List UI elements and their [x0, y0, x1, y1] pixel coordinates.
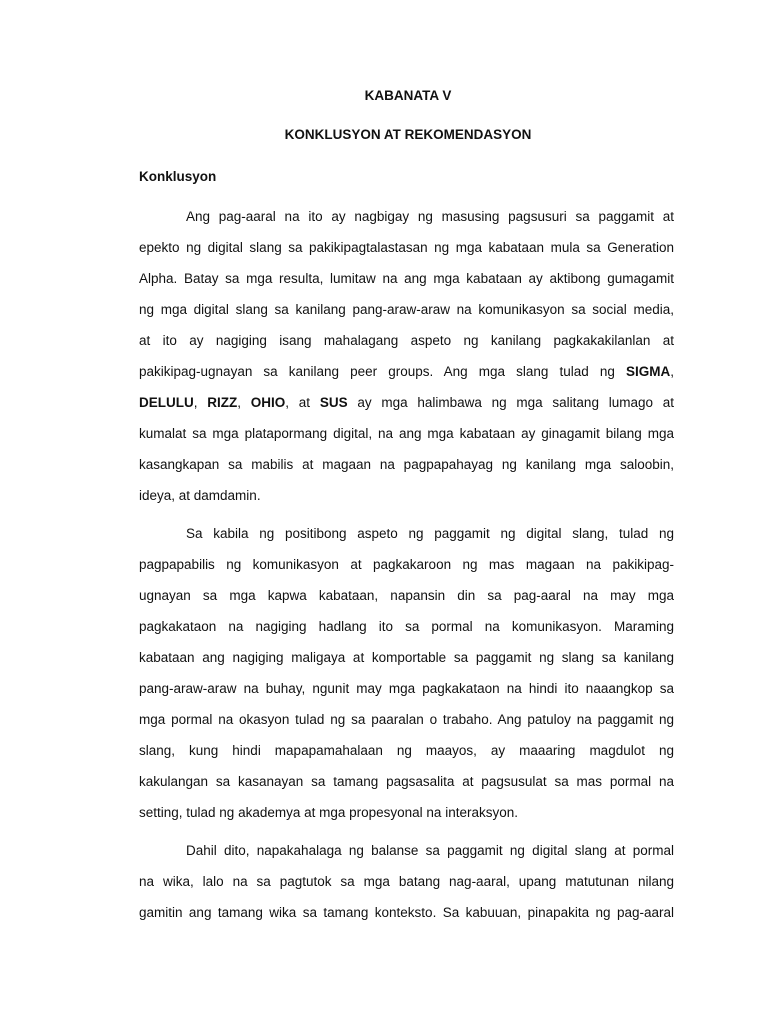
text-line: setting, tulad ng akademya at mga propesyonal na interaksyon. — [139, 805, 518, 820]
paragraph-3 — [139, 835, 674, 928]
text-segment: , — [237, 395, 251, 410]
text-line: epekto ng digital slang sa pakikipagtalastasan ng mga kabataan mula sa Generation — [139, 240, 674, 255]
text-line: na wika, lalo na sa pagtutok sa mga batang nag-aaral, upang matutunan nilang — [139, 874, 674, 889]
text-segment: pakikipag-ugnayan sa kanilang peer groups. Ang mga slang tulad ng — [139, 364, 626, 379]
text-line: Ang pag-aaral na ito ay nagbigay ng masusing pagsusuri sa paggamit at — [186, 209, 674, 224]
text-line: at ito ay nagiging isang mahalagang aspeto ng kanilang pagkakakilanlan at — [139, 333, 674, 348]
paragraph-2 — [139, 518, 674, 828]
text-line: ugnayan sa mga kapwa kabataan, napansin din sa pag-aaral na may mga — [139, 588, 674, 603]
text-line: pang-araw-araw na buhay, ngunit may mga pagkakataon na hindi ito naaangkop sa — [139, 681, 674, 696]
text-line: ideya, at damdamin. — [139, 488, 261, 503]
slang-term-delulu: DELULU — [139, 395, 194, 410]
text-line: Dahil dito, napakahalaga ng balanse sa paggamit ng digital slang at pormal — [186, 843, 674, 858]
text-line: mga pormal na okasyon tulad ng sa paaralan o trabaho. Ang patuloy na paggamit ng — [139, 712, 674, 727]
slang-term-rizz: RIZZ — [207, 395, 238, 410]
chapter-title: KONKLUSYON AT REKOMENDASYON — [284, 127, 532, 142]
text-line: pagpapabilis ng komunikasyon at pagkakaroon ng mas magaan na pakikipag- — [139, 557, 674, 572]
text-line — [139, 387, 674, 418]
slang-term-ohio: OHIO — [250, 395, 286, 410]
text-segment: , — [193, 395, 208, 410]
text-line: kakulangan sa kasanayan sa tamang pagsasalita at pagsusulat sa mas pormal na — [139, 774, 674, 789]
text-line: kabataan ang nagiging maligaya at komportable sa paggamit ng slang sa kanilang — [139, 650, 674, 665]
text-line: Alpha. Batay sa mga resulta, lumitaw na ang mga kabataan ay aktibong gumagamit — [139, 271, 674, 286]
text-segment: , at — [285, 395, 320, 410]
text-line: ng mga digital slang sa kanilang pang-araw-araw na komunikasyon sa social media, — [139, 302, 674, 317]
text-line: kasangkapan sa mabilis at magaan na pagpapahayag ng kanilang mga saloobin, — [139, 457, 674, 472]
text-line: pagkakataon na nagiging hadlang ito sa pormal na komunikasyon. Maraming — [139, 619, 674, 634]
paragraph-1 — [139, 201, 674, 511]
section-heading: Konklusyon — [139, 169, 217, 184]
text-line — [139, 356, 674, 387]
slang-term-sigma: SIGMA — [625, 364, 671, 379]
text-line: Sa kabila ng positibong aspeto ng paggamit ng digital slang, tulad ng — [186, 526, 674, 541]
text-segment: ay mga halimbawa ng mga salitang lumago at — [347, 395, 674, 410]
text-line: slang, kung hindi mapapamahalaan ng maayos, ay maaaring magdulot ng — [139, 743, 674, 758]
chapter-heading: KABANATA V — [364, 88, 452, 103]
text-segment: , — [670, 364, 674, 379]
text-line: kumalat sa mga platapormang digital, na ang mga kabataan ay ginagamit bilang mga — [139, 426, 674, 441]
slang-term-sus: SUS — [319, 395, 348, 410]
text-line: gamitin ang tamang wika sa tamang konteksto. Sa kabuuan, pinapakita ng pag-aaral — [139, 905, 674, 920]
